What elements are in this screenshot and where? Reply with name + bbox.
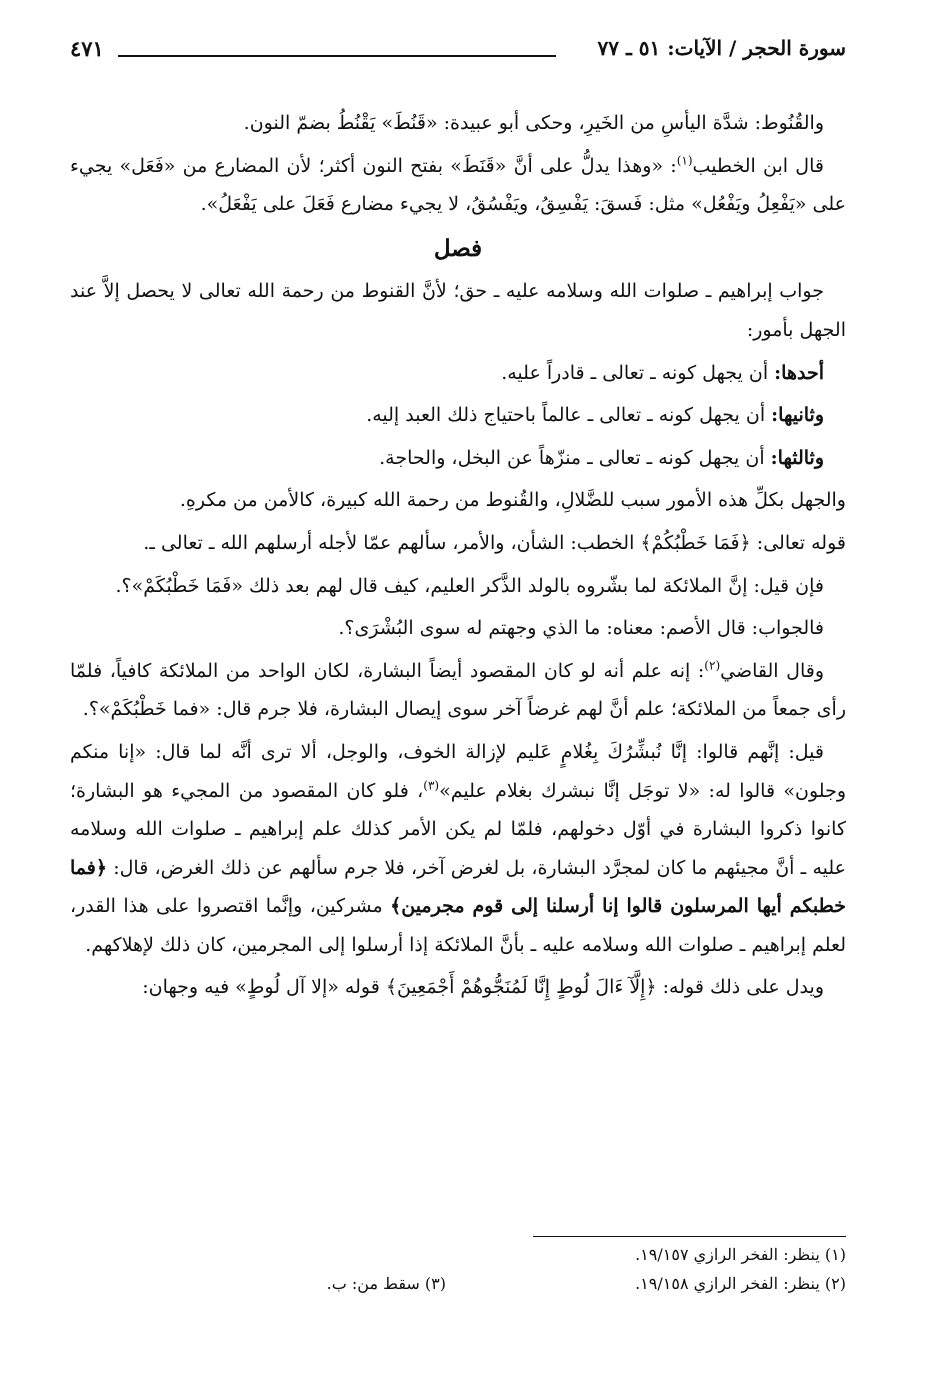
list-item: [70, 439, 846, 478]
quran-quote-bold: ﴿فما خطبكم أيها المرسلون قالوا إنا أرسلنا إلى قوم مجرمين﴾: [70, 856, 846, 918]
paragraph-qunut: والقُنُوط: شدَّة اليأسِ من الخَيرِ، وحكى أبو عبيدة: «قَنُطَ» يَقْنُطُ بضمّ النون.: [243, 112, 824, 134]
paragraph-al-lut: ويدل على ذلك قوله: ﴿إِلَّآ ءَالَ لُوطٍ إِنَّا لَمُنَجُّوهُمْ أَجْمَعِينَ﴾ قوله «إلا آل لُوطٍ» فيه وجهان:: [142, 976, 824, 999]
paragraph-qadi: [70, 652, 846, 729]
footnote-ref: (٢): [704, 658, 721, 673]
paragraph-ibrahim-answer: جواب إبراهيم ـ صلوات الله وسلامه عليه ـ حق؛ لأنَّ القنوط من رحمة الله تعالى لا يحصل إلاَّ عند الجهل بأمور:: [70, 280, 846, 341]
paragraph-answer-asam: فالجواب: قال الأصم: معناه: ما الذي وجهتم له سوى البُشْرَى؟.: [338, 617, 824, 640]
paragraph-qil: [70, 733, 846, 965]
paragraph-text: وقال القاضي: [720, 659, 824, 682]
header-title: سورة الحجر / الآيات: ٥١ ـ ٧٧: [597, 36, 846, 60]
footnote-ref: (١): [676, 153, 693, 168]
footnote-rule: [533, 1236, 846, 1237]
paragraph-text: : إنه علم أنه لو كان المقصود أيضاً البشارة، لكان الواحد من الملائكة كافياً، فلمّا رأى جمعاً من الملائكة؛ علم أنَّ لهم غرضاً آخر سوى إيصال البشارة، فلا جرم قال: «فما خَطْبُكَمْ»؟.: [70, 659, 846, 721]
paragraph-text: قيل: إنَّهم قالوا: إنَّا نُبشِّرُكَ بِغُلامٍ عَليم لإزالة الخوف، والوجل، ألا ترى أنَّه لما قال: «إنا منكم وجلون» قالوا له: «لا توجَل إنَّا نبشرك بغلام عليم»: [70, 740, 846, 802]
footnote-ref: (٣): [423, 778, 440, 793]
page-body: [70, 104, 846, 1011]
footnote-row: [70, 1240, 846, 1269]
header-rule: [118, 55, 556, 57]
list-item-label: وثالثها:: [770, 446, 824, 469]
page-number: ٤٧١: [70, 36, 104, 61]
footnote-row: [70, 1269, 846, 1298]
footnote-2: (٢) ينظر: الفخر الرازي ١٩/١٥٨.: [635, 1274, 846, 1293]
list-item: [70, 396, 846, 435]
paragraph-question: فإن قيل: إنَّ الملائكة لما بشّروه بالولد الذَّكر العليم، كيف قال لهم بعد ذلك «فَمَا خَطْبُكَمْ»؟.: [115, 574, 824, 597]
paragraph-khatb: قوله تعالى: ﴿فَمَا خَطْبُكُمْ﴾ الخطب: الشأن، والأمر، سألهم عمّا لأجله أرسلهم الله ـ تعالى ـ.: [143, 531, 846, 554]
list-item-text: أن يجهل كونه ـ تعالى ـ منزّهاً عن البخل، والحاجة.: [379, 446, 771, 469]
paragraph-text: مشركين، وإنَّما اقتصروا على هذا القدر، لعلم إبراهيم ـ صلوات الله وسلامه عليه ـ بأنَّ الملائكة إذا أرسلوا إلى المجرمين، كان ذلك لإهلاكهم.: [70, 895, 846, 956]
footnote-1: (١) ينظر: الفخر الرازي ١٩/١٥٧.: [635, 1245, 846, 1264]
running-header: [70, 36, 846, 70]
list-item-text: أن يجهل كونه ـ تعالى ـ قادراً عليه.: [501, 361, 775, 384]
list-item-label: وثانيها:: [771, 404, 824, 427]
list-item: [70, 354, 846, 393]
paragraph-text: ، فلو كان المقصود من المجيء هو البشارة؛ كانوا ذكروا البشارة في أوّل دخولهم، فلمّا لم يكن الأمر كذلك علم إبراهيم ـ صلوات الله وسلامه عليه ـ أنَّ مجيئهم ما كان لمجرَّد البشارة، بل لغرض آخر، فلا جرم سألهم عن ذلك الغرض، قال:: [70, 779, 846, 879]
section-heading: فصل: [433, 234, 483, 262]
list-item-label: أحدها:: [774, 361, 824, 384]
footnotes: [70, 1240, 846, 1298]
paragraph-ibn-alkhatib: [70, 147, 846, 224]
paragraph-text: قال ابن الخطيب: [692, 154, 824, 177]
footnote-3: (٣) سقط من: ب.: [326, 1274, 446, 1293]
paragraph-text: : «وهذا يدلُّ على أنَّ «قَنَطَ» بفتح النون أكثر؛ لأن المضارع من «فَعَل» يجيء على «يَفْعِلُ ويَفْعُل» مثل: فَسقَ: يَفْسِقُ، ويَفْسُقُ، لا يجيء مضارع فَعَلَ على يَفْعَلُ».: [70, 154, 846, 216]
paragraph-ignorance: والجهل بكلِّ هذه الأمور سبب للضَّلالِ، والقُنوط من رحمة الله كبيرة، كالأمن من مكرهِ.: [179, 489, 846, 512]
list-item-text: أن يجهل كونه ـ تعالى ـ عالماً باحتياج ذلك العبد إليه.: [366, 404, 772, 427]
